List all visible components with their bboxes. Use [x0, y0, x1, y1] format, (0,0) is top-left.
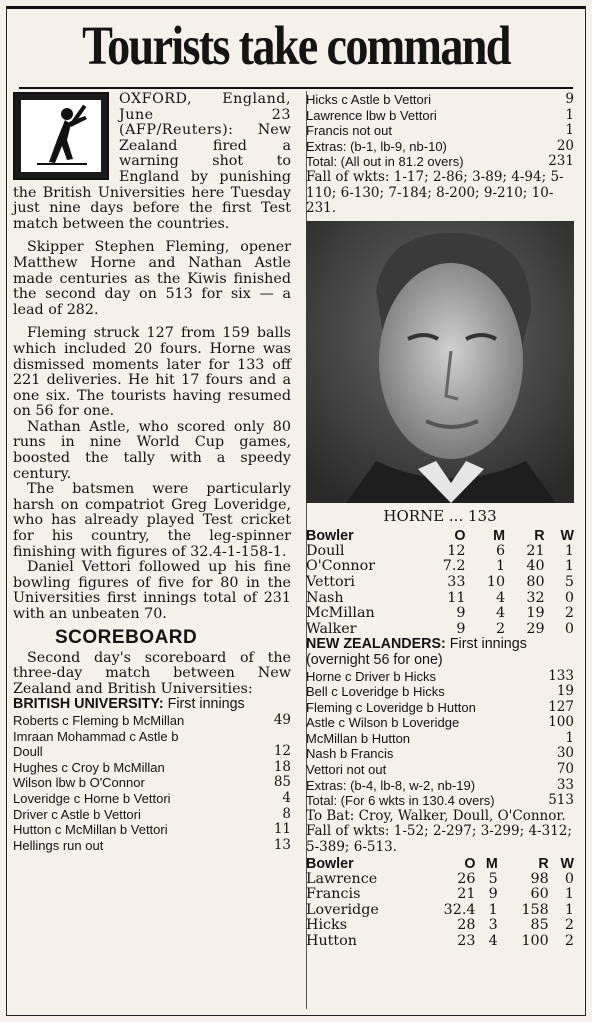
table-row: Hicks 28 3 85 2 — [306, 917, 574, 934]
batting-row: Francis not out 1 — [306, 122, 574, 139]
column-header: O — [464, 855, 476, 872]
column-header: R — [534, 527, 545, 544]
british-fall-of-wickets: Fall of wkts: 1-17; 2-86; 3-89; 4-94; 5-110; 6-130; 7-184; 8-200; 9-210; 10-231. — [306, 168, 564, 217]
paragraph-3: Fleming struck 127 from 159 balls which included 20 fours. Horne was dismissed moments later for 133 off 221 deliveries. He hit 17 fours and a one six. The tourists having resumed on 56 for one. — [13, 325, 291, 420]
british-batting-list-continued — [306, 92, 574, 170]
extras-row: Extras: (b-4, lb-8, w-2, nb-19) 33 — [306, 776, 574, 793]
table-row: Hutton 23 4 100 2 — [306, 933, 574, 949]
paragraph-4: Nathan Astle, who scored only 80 runs in nine World Cup games, boosted the tally with a speedy century. — [13, 418, 291, 482]
column-header: W — [560, 855, 574, 872]
paragraph-1: New Zealand fired a warning shot to England by punishing the British Universities here Tuesday just nine days before the first Test match between the countries. — [13, 122, 291, 232]
nz-team-heading — [306, 637, 574, 668]
total-row: Total: (For 6 wkts in 130.4 overs) 513 — [306, 792, 574, 809]
batting-row: Hughes c Croy b McMillan 18 — [13, 758, 291, 775]
table-row: Doull 12 6 21 1 — [306, 542, 574, 559]
batting-row: Hellings run out 13 — [13, 836, 291, 853]
british-batting-list — [13, 713, 291, 853]
batting-row: McMillan b Hutton 1 — [306, 729, 574, 746]
table-row: Loveridge 32.4 1 158 1 — [306, 901, 574, 918]
paragraph-2: Skipper Stephen Fleming, opener Matthew Horne and Nathan Astle made centuries as the Kiwis finished the second day on 513 for six — a lead of 282. — [13, 239, 291, 318]
player-photo — [306, 221, 574, 503]
table-row: Walker 9 2 29 0 — [306, 620, 574, 637]
photo-caption: HORNE ... 133 — [383, 506, 497, 525]
table-row: O'Connor 7.2 1 40 1 — [306, 558, 574, 575]
table-header-row — [306, 856, 574, 872]
nz-bowling-table — [306, 528, 574, 638]
paragraph-5: The batsmen were particularly harsh on compatriot Greg Loveridge, who has already played Test cricket for his country, the leg-spinner finishing with figures of 32.4-1-158-1. — [13, 481, 291, 560]
batting-row: Astle c Wilson b Loveridge 100 — [306, 714, 574, 731]
batting-row: Loveridge c Horne b Vettori 4 — [13, 789, 291, 806]
batting-row: Lawrence lbw b Vettori 1 — [306, 106, 574, 123]
table-row: McMillan 9 4 19 2 — [306, 605, 574, 622]
bu-bowling-table — [306, 856, 574, 950]
column-header: R — [538, 855, 549, 872]
batting-row: Extras: (b-1, lb-9, nb-10) 20 — [306, 137, 574, 154]
column-header: M — [485, 855, 498, 872]
column-header: Bowler — [306, 855, 354, 872]
nz-batting-list — [306, 669, 574, 809]
batting-row: Vettori not out 70 — [306, 761, 574, 778]
headline-rule — [19, 87, 573, 89]
batting-row: Roberts c Fleming b McMillan 49 — [13, 711, 291, 728]
table-header-row — [306, 528, 574, 544]
left-column — [13, 92, 291, 853]
batsman-icon — [27, 102, 97, 172]
paragraph-6: Daniel Vettori followed up his fine bowling figures of five for 80 in the Universities first innings total of 231 with an unbeaten 70. — [13, 559, 291, 622]
cricket-logo — [13, 92, 109, 180]
nz-fall-of-wickets: Fall of wkts: 1-52; 2-297; 3-299; 4-312; 5-389; 6-513. — [306, 823, 572, 856]
batting-row: Hutton c McMillan b Vettori 11 — [13, 821, 291, 838]
batting-row: Bell c Loveridge b Hicks 19 — [306, 683, 574, 700]
british-innings-label: First innings — [167, 696, 245, 713]
total-row: Total: (All out in 81.2 overs) 231 — [306, 153, 574, 170]
british-team-heading — [13, 697, 291, 713]
batting-row: Wilson lbw b O'Connor 85 — [13, 774, 291, 791]
column-header: W — [560, 527, 574, 544]
table-row: Nash 11 4 32 0 — [306, 589, 574, 606]
table-row: Vettori 33 10 80 5 — [306, 573, 574, 590]
nz-team-name: NEW ZEALANDERS: — [306, 636, 446, 653]
table-row: Francis 21 9 60 1 — [306, 886, 574, 903]
column-header: M — [493, 527, 506, 544]
column-header: Bowler — [306, 527, 354, 544]
nz-innings-label: First innings (overnight 56 for one) — [306, 636, 527, 668]
player-portrait — [306, 221, 574, 503]
batting-row: Driver c Astle b Vettori 8 — [13, 805, 291, 822]
batting-row: Imraan Mohammad c Astle b Doull 12 — [13, 728, 291, 760]
nz-to-bat: To Bat: Croy, Walker, Doull, O'Connor. — [306, 807, 566, 824]
dateline: OXFORD, England, June 23 (AFP/Reuters): — [119, 91, 291, 139]
batting-row: Hicks c Astle b Vettori 9 — [306, 91, 574, 107]
headline: Tourists take command — [82, 15, 510, 76]
column-header: O — [454, 527, 466, 544]
scoreboard-intro: Second day's scoreboard of the three-day match between New Zealand and British Universities: — [13, 649, 291, 697]
right-column — [306, 92, 574, 950]
table-row: Lawrence 26 5 98 0 — [306, 870, 574, 887]
british-team-name: BRITISH UNIVERSITY: — [13, 696, 164, 713]
batting-row: Nash b Francis 30 — [306, 745, 574, 762]
batting-row: Fleming c Loveridge b Hutton 127 — [306, 698, 574, 715]
batting-row: Horne c Driver b Hicks 133 — [306, 667, 574, 684]
scoreboard-title: SCOREBOARD — [55, 626, 198, 648]
